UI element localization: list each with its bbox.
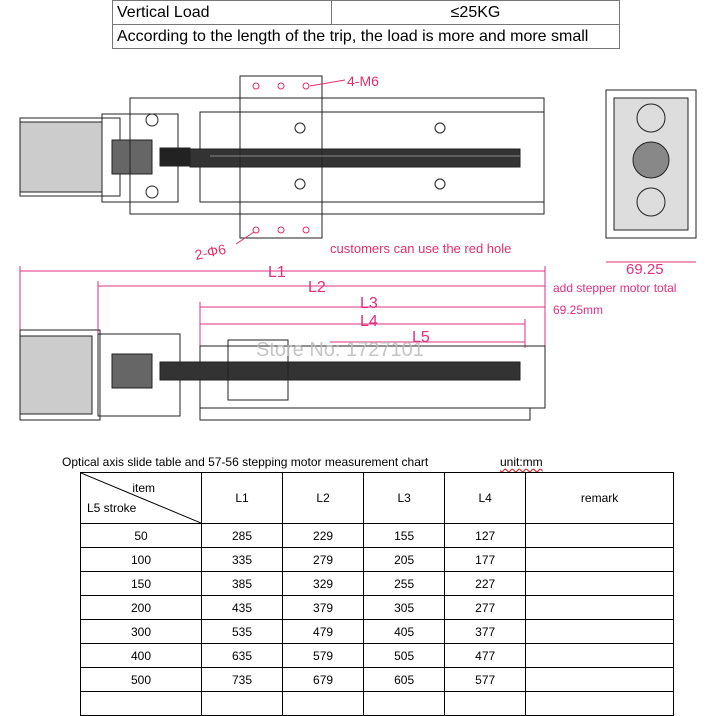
motor-note-line2: 69.25mm xyxy=(553,303,604,317)
cell-l3: 305 xyxy=(364,596,445,620)
bolt-hole xyxy=(146,114,158,126)
cell-stroke: 500 xyxy=(81,668,202,692)
cell-l3: 505 xyxy=(364,644,445,668)
cell-l1: 385 xyxy=(202,572,283,596)
cell-remark xyxy=(526,644,674,668)
cell-l4: 377 xyxy=(445,620,526,644)
cell-l4 xyxy=(445,692,526,716)
bolt-hole xyxy=(435,179,445,189)
table-row xyxy=(81,668,674,692)
cell-stroke: 400 xyxy=(81,644,202,668)
column-header: L4 xyxy=(445,473,526,524)
cell-remark xyxy=(526,596,674,620)
rail-base xyxy=(200,408,530,420)
cell-remark xyxy=(526,668,674,692)
cell-l1: 335 xyxy=(202,548,283,572)
cell-l2: 579 xyxy=(283,644,364,668)
cell-stroke xyxy=(81,692,202,716)
cell-l1: 535 xyxy=(202,620,283,644)
motor-note-line1: add stepper motor total xyxy=(553,281,677,295)
cell-remark xyxy=(526,692,674,716)
column-header: L2 xyxy=(283,473,364,524)
column-header: remark xyxy=(526,473,674,524)
cell-l2 xyxy=(283,692,364,716)
technical-drawing xyxy=(0,52,710,452)
table-row xyxy=(81,572,674,596)
hole-label-bottom: 2-Φ6 xyxy=(193,240,228,263)
mount-hole xyxy=(278,83,284,89)
chart-unit: unit:mm xyxy=(500,455,543,469)
leader-line xyxy=(310,80,345,86)
cell-l1: 635 xyxy=(202,644,283,668)
table-row xyxy=(81,620,674,644)
cell-l3 xyxy=(364,692,445,716)
cell-l1: 735 xyxy=(202,668,283,692)
cell-l1 xyxy=(202,692,283,716)
cell-l2: 679 xyxy=(283,668,364,692)
cell-l1: 435 xyxy=(202,596,283,620)
mount-hole xyxy=(253,83,259,89)
cell-stroke: 200 xyxy=(81,596,202,620)
coupling xyxy=(112,354,152,388)
cell-l4: 127 xyxy=(445,524,526,548)
chart-caption: Optical axis slide table and 57-56 stepping motor measurement chart xyxy=(62,455,429,469)
header-diagonal-cell xyxy=(81,473,202,524)
cell-stroke: 50 xyxy=(81,524,202,548)
dim-label-l5: L5 xyxy=(412,329,430,346)
dim-label-l4: L4 xyxy=(360,313,378,330)
cell-l3: 255 xyxy=(364,572,445,596)
table-row xyxy=(81,524,674,548)
mount-hole xyxy=(303,83,309,89)
dim-label-l2: L2 xyxy=(308,279,326,296)
mount-hole xyxy=(303,227,309,233)
bolt-hole xyxy=(435,123,445,133)
cell-l2: 479 xyxy=(283,620,364,644)
cell-l3: 605 xyxy=(364,668,445,692)
watermark: Store No: 1727101 xyxy=(256,339,424,361)
table-row xyxy=(81,596,674,620)
cell-stroke: 100 xyxy=(81,548,202,572)
cell-l3: 155 xyxy=(364,524,445,548)
spec-table xyxy=(112,0,620,49)
cell-l2: 329 xyxy=(283,572,364,596)
spec-value: ≤25KG xyxy=(332,1,620,25)
cell-l3: 205 xyxy=(364,548,445,572)
bolt-hole xyxy=(295,123,305,133)
hole-label-top: 4-M6 xyxy=(347,73,379,89)
bolt-hole xyxy=(295,179,305,189)
table-row xyxy=(81,644,674,668)
table-header-row xyxy=(81,473,674,524)
top-view xyxy=(20,76,544,238)
cell-l2: 379 xyxy=(283,596,364,620)
spec-row xyxy=(113,25,620,49)
cell-remark xyxy=(526,524,674,548)
cell-l3: 405 xyxy=(364,620,445,644)
mount-hole xyxy=(278,227,284,233)
red-hole-note: customers can use the red hole xyxy=(330,241,512,256)
coupling xyxy=(112,140,152,174)
shaft xyxy=(160,148,190,166)
cell-stroke: 150 xyxy=(81,572,202,596)
spec-note: According to the length of the trip, the load is more and more small xyxy=(113,25,620,49)
dim-label-l3: L3 xyxy=(360,295,378,312)
column-header: L1 xyxy=(202,473,283,524)
lead-screw xyxy=(160,362,520,380)
cell-stroke: 300 xyxy=(81,620,202,644)
cell-remark xyxy=(526,548,674,572)
side-width-label: 69.25 xyxy=(626,261,664,278)
cell-l2: 229 xyxy=(283,524,364,548)
cell-l4: 277 xyxy=(445,596,526,620)
cell-l4: 227 xyxy=(445,572,526,596)
side-circle xyxy=(633,142,669,178)
measurement-table xyxy=(80,472,674,716)
header-stroke: L5 stroke xyxy=(87,501,137,515)
dim-label-l1: L1 xyxy=(268,264,286,281)
table-row xyxy=(81,548,674,572)
cell-l2: 279 xyxy=(283,548,364,572)
bolt-hole xyxy=(146,186,158,198)
cell-l4: 177 xyxy=(445,548,526,572)
cell-l4: 577 xyxy=(445,668,526,692)
motor-face xyxy=(20,122,102,192)
cell-l1: 285 xyxy=(202,524,283,548)
motor-face xyxy=(20,336,92,414)
header-item: item xyxy=(132,481,155,495)
spec-label: Vertical Load xyxy=(113,1,332,25)
cell-l4: 477 xyxy=(445,644,526,668)
cell-remark xyxy=(526,620,674,644)
cell-remark xyxy=(526,572,674,596)
spec-row xyxy=(113,1,620,25)
table-body xyxy=(81,524,674,716)
side-view xyxy=(606,90,696,262)
column-header: L3 xyxy=(364,473,445,524)
table-row xyxy=(81,692,674,716)
